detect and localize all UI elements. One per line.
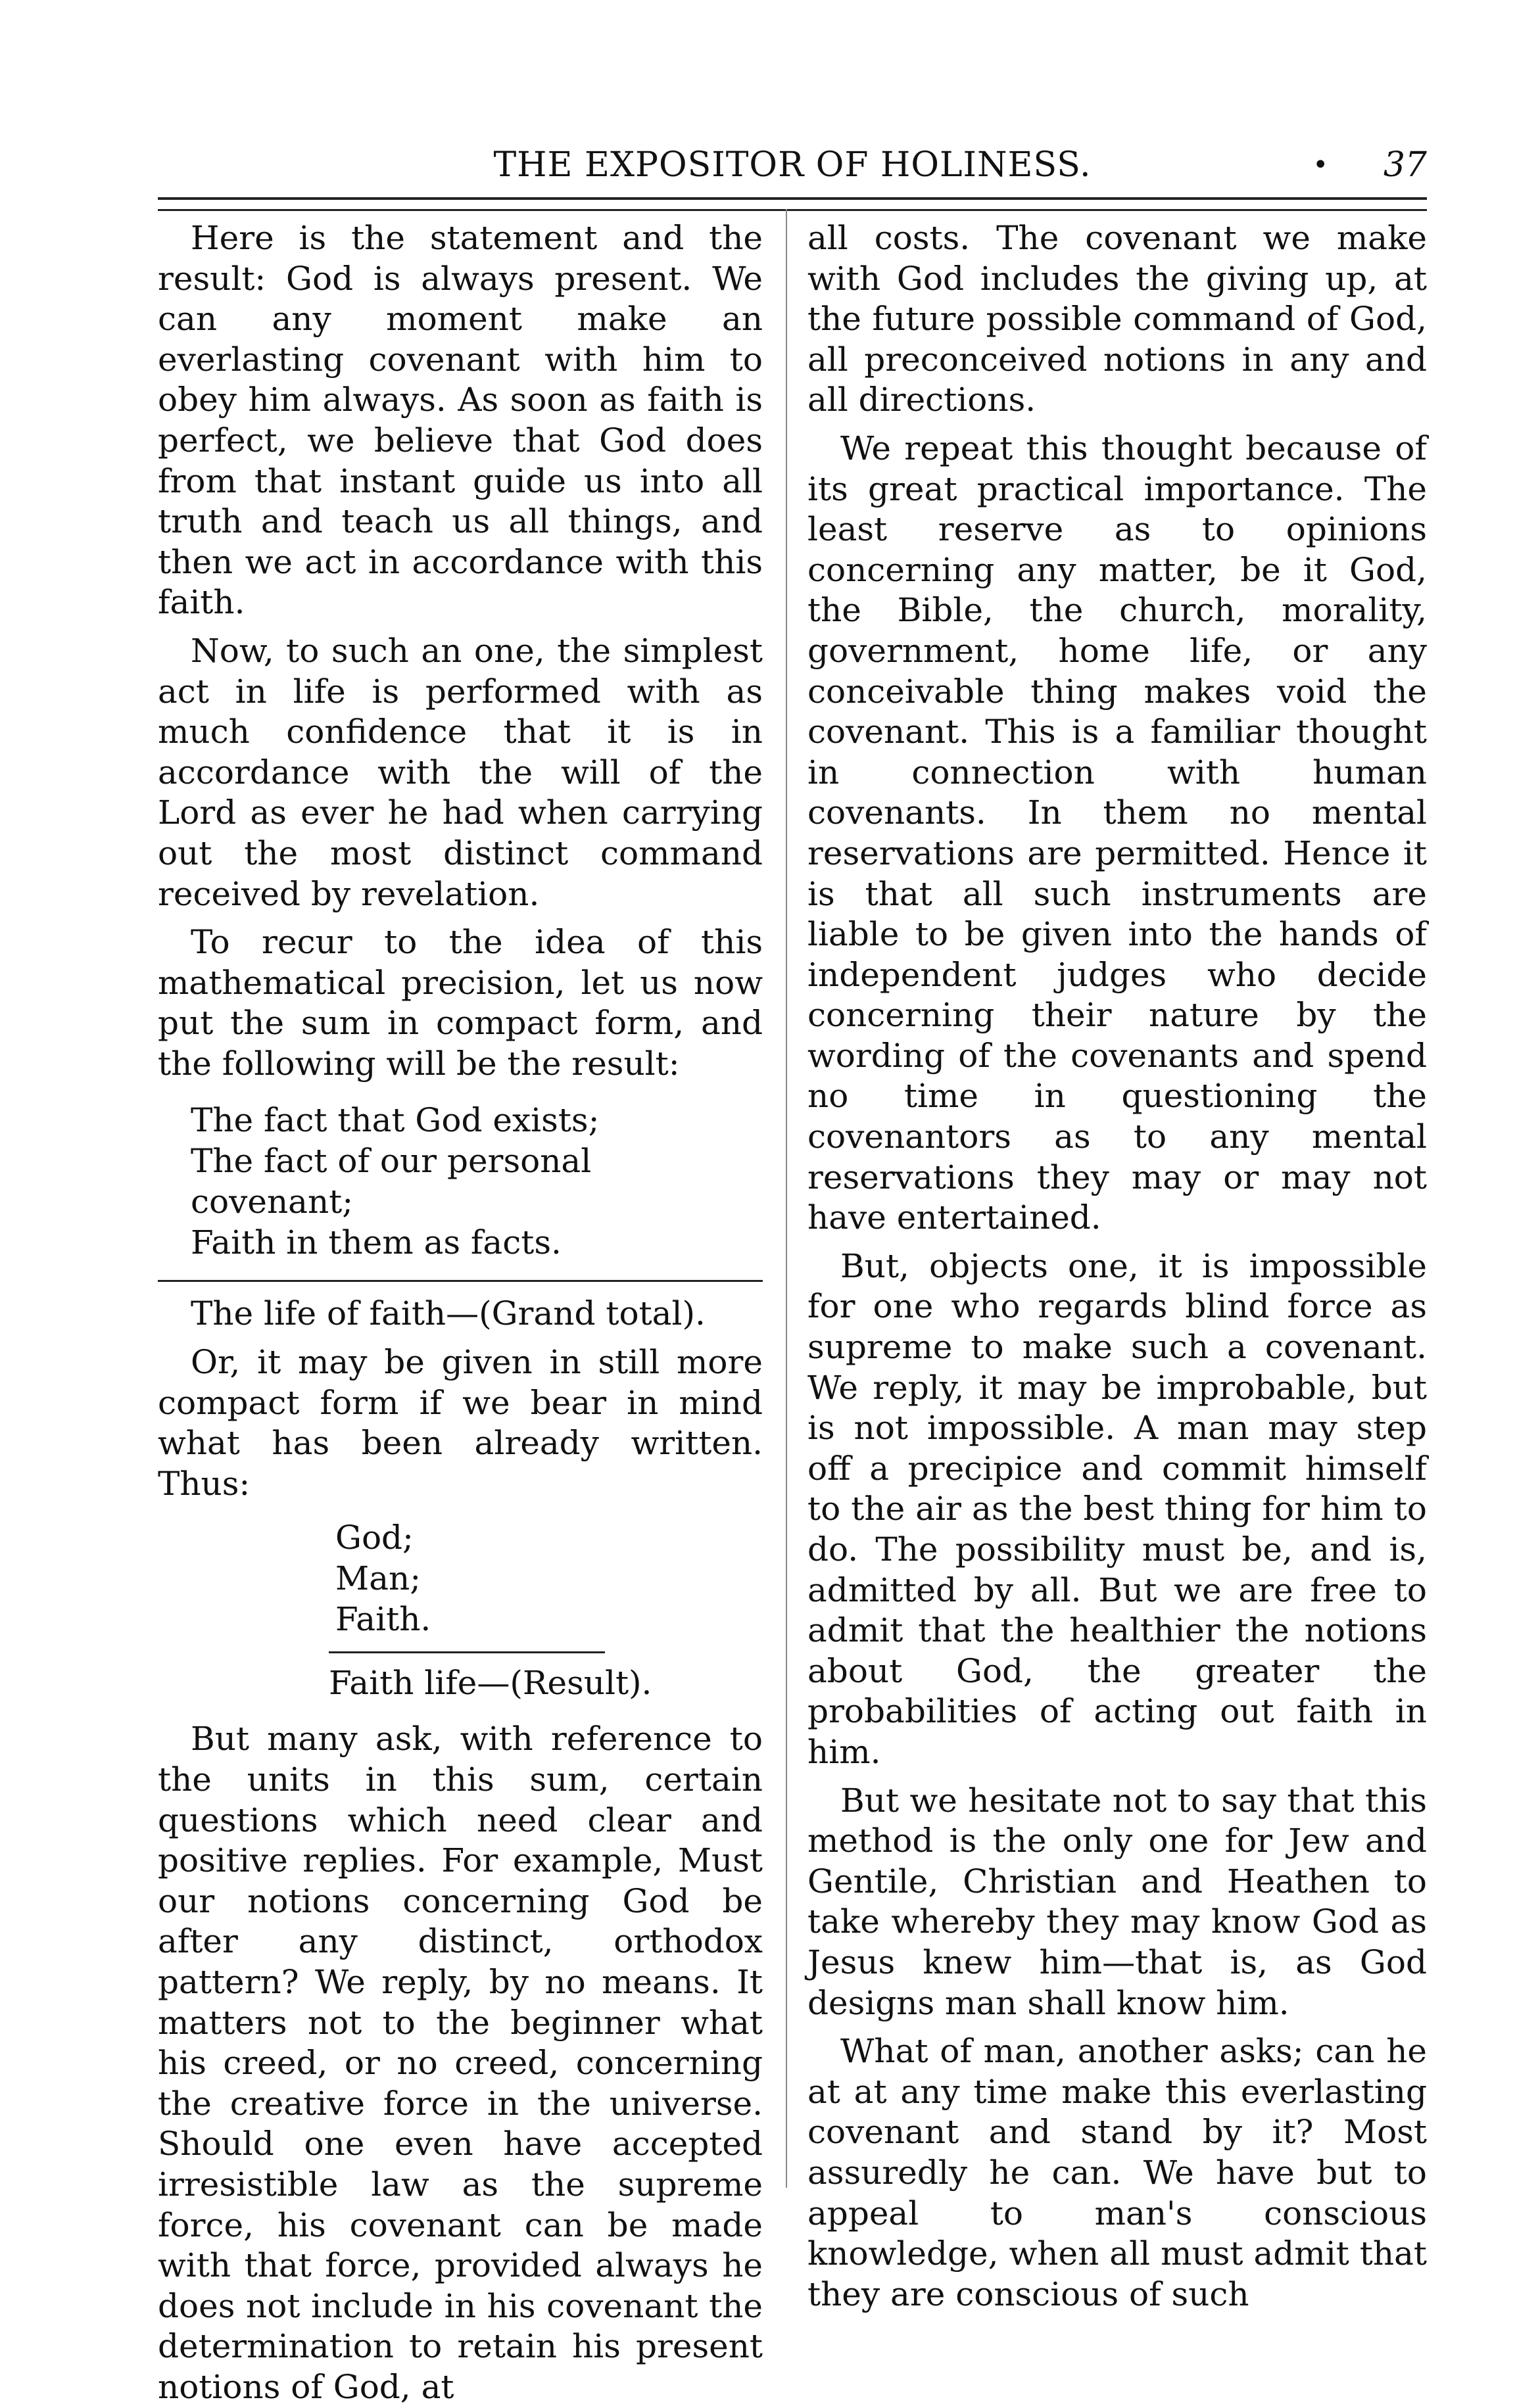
compact-item: Man; xyxy=(335,1559,421,1598)
faith-life-result: Faith life—(Result). xyxy=(329,1664,652,1703)
sum-rule xyxy=(158,1280,763,1282)
left-column xyxy=(158,218,763,2408)
running-header xyxy=(158,139,1427,191)
sum-item: Faith in them as facts. xyxy=(191,1223,562,1262)
sum-item: The fact that God exists; xyxy=(191,1101,600,1140)
right-paragraph-1: all costs. The covenant we make with God includes the giving up, at the future possible command of God, all preconceived notions in any and all directions. xyxy=(807,219,1427,419)
header-bullet: • xyxy=(1312,150,1328,180)
sum-list xyxy=(158,1100,763,1263)
right-paragraph-4: But we hesitate not to say that this method is the only one for Jew and Gentile, Christian and Heathen to take whereby they may know God as Jesus knew him—that is, as God designs man shall know him. xyxy=(807,1781,1427,2022)
right-paragraph-5: What of man, another asks; can he at at any time make this everlasting covenant and stand by it? Most assuredly he can. We have but to appeal to man's conscious knowledge, when all must admit that they are conscious of such xyxy=(807,2032,1427,2313)
right-paragraph-2: We repeat this thought because of its great practical importance. The least reserve as to opinions concerning any matter, be it God, the Bible, the church, morality, government, home life, or any conceivable thing makes void the covenant. This is a familiar thought in connection with human covenants. In them no mental reservations are permitted. Hence it is that all such instruments are liable to be given into the hands of independent judges who decide concerning their nature by the wording of the covenants and spend no time in questioning the covenantors as to any mental reservations they may or may not have entertained. xyxy=(807,429,1427,1237)
compact-list xyxy=(335,1517,763,1640)
left-paragraph-5: But many ask, with reference to the units in this sum, certain questions which need clear and positive replies. For example, Must our notions concerning God be after any distinct, orthodox pattern? We reply, by no means. It matters not to the beginner what his creed, or no creed, concerning the creative force in the universe. Should one even have accepted irresistible law as the supreme force, his covenant can be made with that force, provided always he does not include in his covenant the determination to retain his present notions of God, at xyxy=(158,1720,763,2406)
left-paragraph-4: Or, it may be given in still more compact form if we bear in mind what has been already written. Thus: xyxy=(158,1343,763,1503)
compact-item: Faith. xyxy=(335,1600,431,1639)
header-rule-bottom xyxy=(158,209,1427,211)
compact-item: God; xyxy=(335,1519,414,1557)
sum-item: The fact of our personal covenant; xyxy=(191,1142,592,1221)
page-number: 37 xyxy=(1383,145,1427,185)
header-rule-top xyxy=(158,197,1427,200)
compact-rule xyxy=(329,1651,605,1653)
grand-total: The life of faith—(Grand total). xyxy=(191,1294,706,1333)
left-paragraph-1: Here is the statement and the result: God is always present. We can any moment make an everlasting covenant with him to obey him always. As soon as faith is perfect, we believe that God does from that instant guide us into all truth and teach us all things, and then we act in accordance with this faith. xyxy=(158,219,763,622)
journal-title: THE EXPOSITOR OF HOLINESS. xyxy=(493,145,1092,185)
left-paragraph-3: To recur to the idea of this mathematical precision, let us now put the sum in compact form, and the following will be the result: xyxy=(158,923,763,1083)
left-paragraph-2: Now, to such an one, the simplest act in life is performed with as much confidence that it is in accordance with the will of the Lord as ever he had when carrying out the most distinct command received by revelation. xyxy=(158,631,763,913)
right-column xyxy=(807,218,1427,2315)
right-paragraph-3: But, objects one, it is impossible for one who regards blind force as supreme to make such a covenant. We reply, it may be improbable, but is not impossible. A man may step off a precipice and commit himself to the air as the best thing for him to do. The possibility must be, and is, admitted by all. But we are free to admit that the healthier the notions about God, the greater the probabilities of acting out faith in him. xyxy=(807,1246,1427,1771)
column-separator xyxy=(786,209,787,2188)
